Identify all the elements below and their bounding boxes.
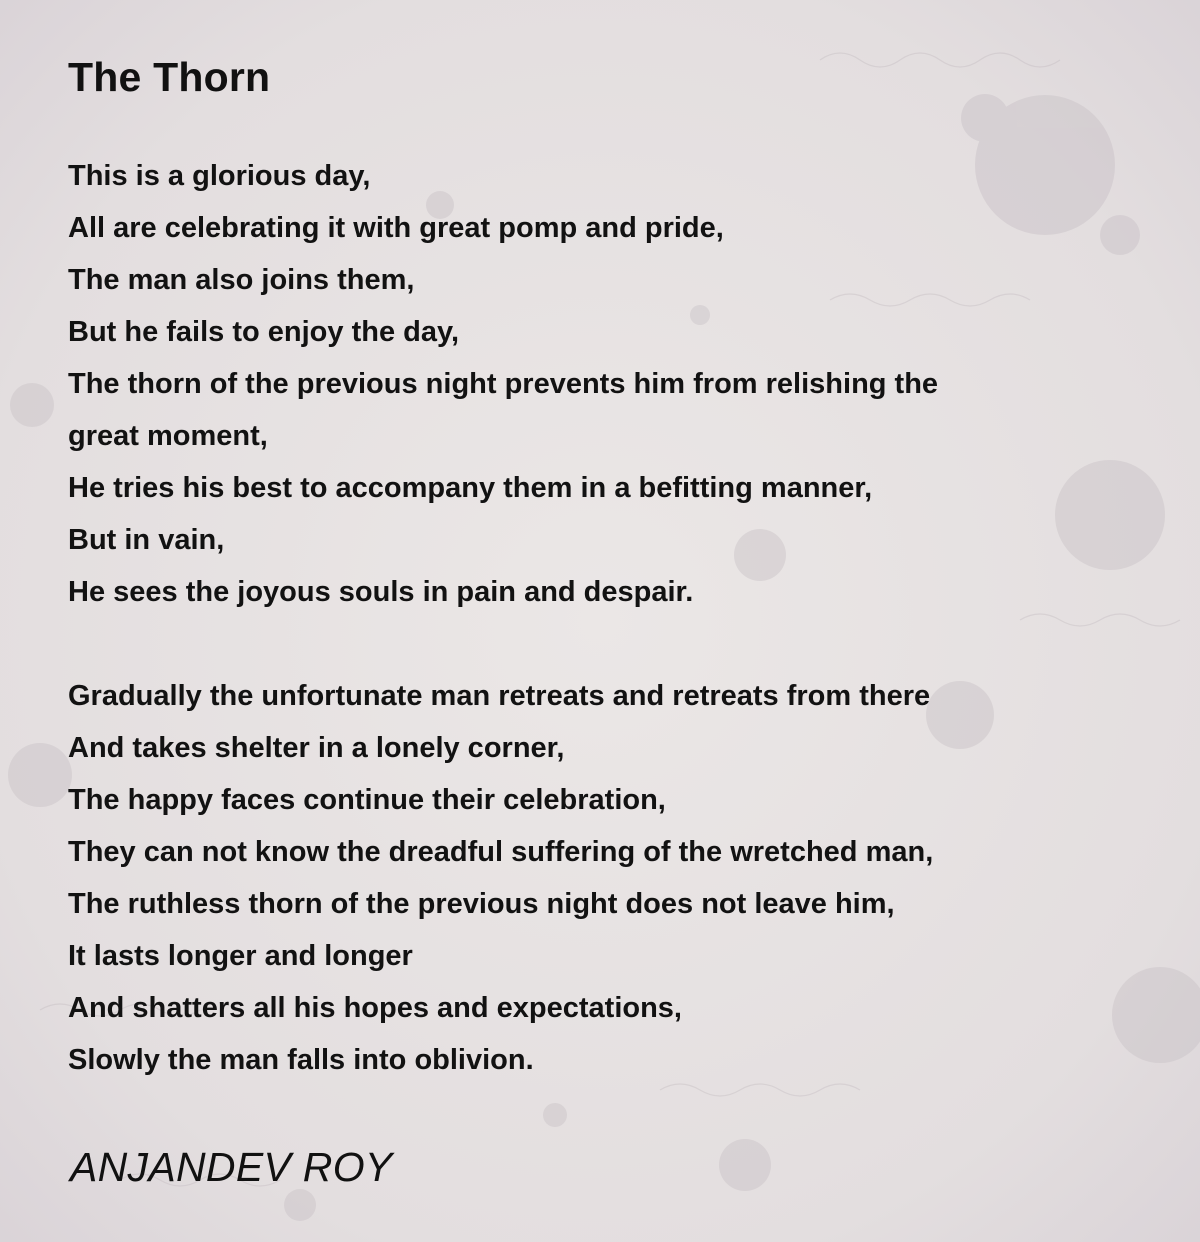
poem-line: The happy faces continue their celebration, [68,784,666,816]
poem-line: He tries his best to accompany them in a befitting manner, [68,472,873,504]
stanza-1 [68,150,1178,618]
poem-title: The Thorn [68,54,271,100]
poem-line: But in vain, [68,524,225,556]
poem-line: And takes shelter in a lonely corner, [68,732,565,764]
poem-line: The thorn of the previous night prevents him from relishing the [68,368,939,400]
poem-author: ANJANDEV ROY [70,1144,393,1190]
poem-line: He sees the joyous souls in pain and despair. [68,576,694,608]
poem-line: Slowly the man falls into oblivion. [68,1044,534,1076]
poem-line: This is a glorious day, [68,160,371,192]
poem-body [68,150,1178,1086]
poem-line: They can not know the dreadful suffering of the wretched man, [68,836,934,868]
poem-line: But he fails to enjoy the day, [68,316,460,348]
poem-line: And shatters all his hopes and expectations, [68,992,682,1024]
poem-line: great moment, [68,420,268,452]
poem-line: It lasts longer and longer [68,940,413,972]
poem-line: Gradually the unfortunate man retreats and retreats from there [68,680,931,712]
stanza-2 [68,670,1178,1086]
poem-line: The ruthless thorn of the previous night does not leave him, [68,888,895,920]
poem-line: The man also joins them, [68,264,415,296]
poem-line: All are celebrating it with great pomp and pride, [68,212,724,244]
